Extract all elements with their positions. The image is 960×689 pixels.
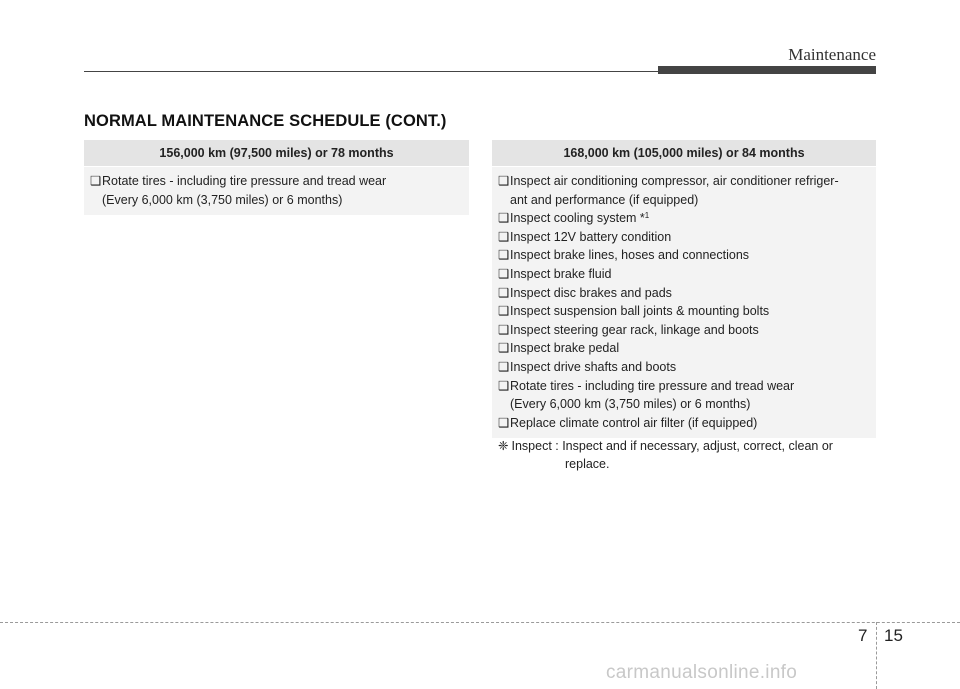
schedule-box-168000km bbox=[492, 140, 876, 438]
header-rule-thick bbox=[658, 66, 876, 74]
schedule-item bbox=[498, 358, 870, 377]
schedule-items bbox=[84, 167, 469, 215]
checkbox-icon: ❑ bbox=[498, 229, 510, 244]
schedule-item bbox=[498, 284, 870, 303]
schedule-item bbox=[498, 321, 870, 340]
schedule-heading: 168,000 km (105,000 miles) or 84 months bbox=[492, 140, 876, 167]
item-text: Inspect brake fluid bbox=[510, 266, 612, 281]
checkbox-icon: ❑ bbox=[498, 304, 510, 319]
item-text: Inspect cooling system * bbox=[510, 211, 645, 226]
schedule-heading: 156,000 km (97,500 miles) or 78 months bbox=[84, 140, 469, 167]
schedule-item bbox=[498, 228, 870, 247]
schedule-item bbox=[498, 246, 870, 265]
item-continuation: ant and performance (if equipped) bbox=[510, 192, 699, 207]
section-title: NORMAL MAINTENANCE SCHEDULE (CONT.) bbox=[84, 112, 447, 130]
item-text: Inspect disc brakes and pads bbox=[510, 285, 672, 300]
schedule-item bbox=[498, 414, 870, 433]
checkbox-icon: ❑ bbox=[498, 211, 510, 226]
checkbox-icon: ❑ bbox=[498, 248, 510, 263]
checkbox-icon: ❑ bbox=[498, 285, 510, 300]
schedule-item bbox=[498, 209, 870, 228]
schedule-item bbox=[498, 302, 870, 321]
inspect-definition-note bbox=[498, 437, 876, 473]
item-text: Inspect steering gear rack, linkage and boots bbox=[510, 322, 759, 337]
checkbox-icon: ❑ bbox=[90, 174, 102, 188]
header-rule-thin bbox=[84, 71, 660, 72]
running-title: Maintenance bbox=[788, 45, 876, 64]
item-text: Rotate tires - including tire pressure and tread wear bbox=[510, 378, 795, 393]
checkbox-icon: ❑ bbox=[498, 341, 510, 356]
checkbox-icon: ❑ bbox=[498, 322, 510, 337]
item-continuation: (Every 6,000 km (3,750 miles) or 6 months) bbox=[102, 192, 343, 207]
checkbox-icon: ❑ bbox=[498, 359, 510, 374]
item-text: Inspect 12V battery condition bbox=[510, 229, 672, 244]
page-number: 15 bbox=[884, 626, 903, 645]
item-text: Inspect brake lines, hoses and connections bbox=[510, 248, 750, 263]
note-text: Inspect : Inspect and if necessary, adjust, correct, clean or bbox=[511, 439, 833, 453]
item-text: Replace climate control air filter (if equipped) bbox=[510, 415, 758, 430]
chapter-number: 7 bbox=[858, 626, 868, 645]
checkbox-icon: ❑ bbox=[498, 174, 510, 188]
checkbox-icon: ❑ bbox=[498, 266, 510, 281]
item-text: Inspect brake pedal bbox=[510, 341, 620, 356]
item-text: Inspect air conditioning compressor, air conditioner refriger- bbox=[510, 174, 839, 188]
watermark: carmanualsonline.info bbox=[606, 662, 798, 683]
checkbox-icon: ❑ bbox=[498, 415, 510, 430]
footer-divider bbox=[876, 622, 877, 689]
schedule-item bbox=[90, 172, 463, 209]
note-mark-icon: ❈ bbox=[498, 439, 509, 453]
schedule-item bbox=[498, 172, 870, 209]
schedule-item bbox=[498, 265, 870, 284]
item-text: Inspect suspension ball joints & mounting bolts bbox=[510, 304, 770, 319]
footnote-superscript: 1 bbox=[644, 211, 650, 221]
item-text: Rotate tires - including tire pressure and tread wear bbox=[102, 174, 387, 188]
footer-rule bbox=[0, 622, 960, 623]
schedule-box-156000km bbox=[84, 140, 469, 215]
item-continuation: (Every 6,000 km (3,750 miles) or 6 months) bbox=[510, 397, 751, 412]
note-text-continuation: replace. bbox=[565, 457, 610, 471]
schedule-item bbox=[498, 339, 870, 358]
checkbox-icon: ❑ bbox=[498, 378, 510, 393]
schedule-item bbox=[498, 377, 870, 414]
item-text: Inspect drive shafts and boots bbox=[510, 359, 677, 374]
schedule-items bbox=[492, 167, 876, 438]
